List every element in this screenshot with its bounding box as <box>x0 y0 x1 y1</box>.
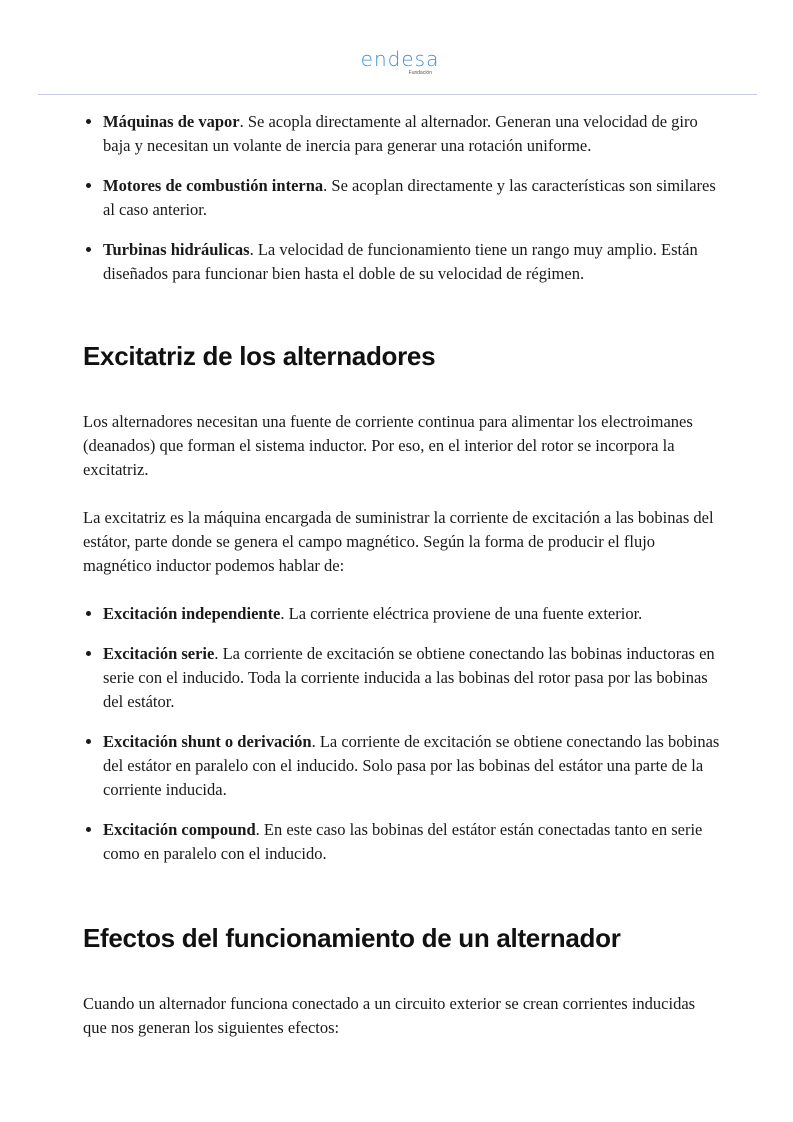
list-item <box>103 238 723 286</box>
endesa-logo <box>360 48 440 76</box>
item-term: Excitación serie <box>103 644 215 663</box>
item-term: Motores de combustión interna <box>103 176 324 195</box>
prime-movers-list <box>83 110 723 286</box>
header-divider <box>38 94 757 95</box>
item-term: Máquinas de vapor <box>103 112 240 131</box>
item-text: . La corriente eléctrica proviene de una fuente exterior. <box>280 604 643 623</box>
logo-wordmark: endesa <box>360 47 440 71</box>
list-item <box>103 174 723 222</box>
item-text: . En este caso las bobinas del estátor están conectadas tanto en serie como en paralelo con el inducido. <box>103 820 703 863</box>
item-term: Excitación independiente <box>103 604 281 623</box>
section-heading: Excitatriz de los alternadores <box>83 341 436 371</box>
item-text: . La corriente de excitación se obtiene conectando las bobinas del estátor en paralelo con el inducido. Solo pasa por las bobinas del estátor una parte de la corriente inducida. <box>103 732 720 799</box>
list-item <box>103 110 723 158</box>
item-text: . La velocidad de funcionamiento tiene un rango muy amplio. Están diseñados para funcionar bien hasta el doble de su velocidad de régimen. <box>103 240 698 283</box>
paragraph: Los alternadores necesitan una fuente de corriente continua para alimentar los electroimanes (deanados) que forman el sistema inductor. Por eso, en el interior del rotor se incorpora la excitatriz. <box>83 412 693 479</box>
excitation-types-list <box>83 602 723 866</box>
item-term: Turbinas hidráulicas <box>103 240 250 259</box>
item-text: . La corriente de excitación se obtiene conectando las bobinas inductoras en serie con el inducido. Toda la corriente inducida a las bobinas del rotor pasa por las bobinas del estátor. <box>103 644 715 711</box>
list-item <box>103 730 723 802</box>
logo-subtitle: Fundación <box>408 70 432 76</box>
list-item <box>103 818 723 866</box>
article-body <box>83 110 723 1064</box>
item-term: Excitación compound <box>103 820 256 839</box>
paragraph: Cuando un alternador funciona conectado a un circuito exterior se crean corrientes inducidas que nos generan los siguientes efectos: <box>83 994 696 1037</box>
item-text: . Se acopla directamente al alternador. Generan una velocidad de giro baja y necesitan un volante de inercia para generar una rotación uniforme. <box>103 112 698 155</box>
item-text: . Se acoplan directamente y las características son similares al caso anterior. <box>103 176 716 219</box>
item-term: Excitación shunt o derivación <box>103 732 312 751</box>
list-item <box>103 602 723 626</box>
list-item <box>103 642 723 714</box>
paragraph: La excitatriz es la máquina encargada de suministrar la corriente de excitación a las bobinas del estátor, parte donde se genera el campo magnético. Según la forma de producir el flujo magnético inductor podemos hablar de: <box>83 508 714 575</box>
section-heading: Efectos del funcionamiento de un alternador <box>83 923 621 953</box>
